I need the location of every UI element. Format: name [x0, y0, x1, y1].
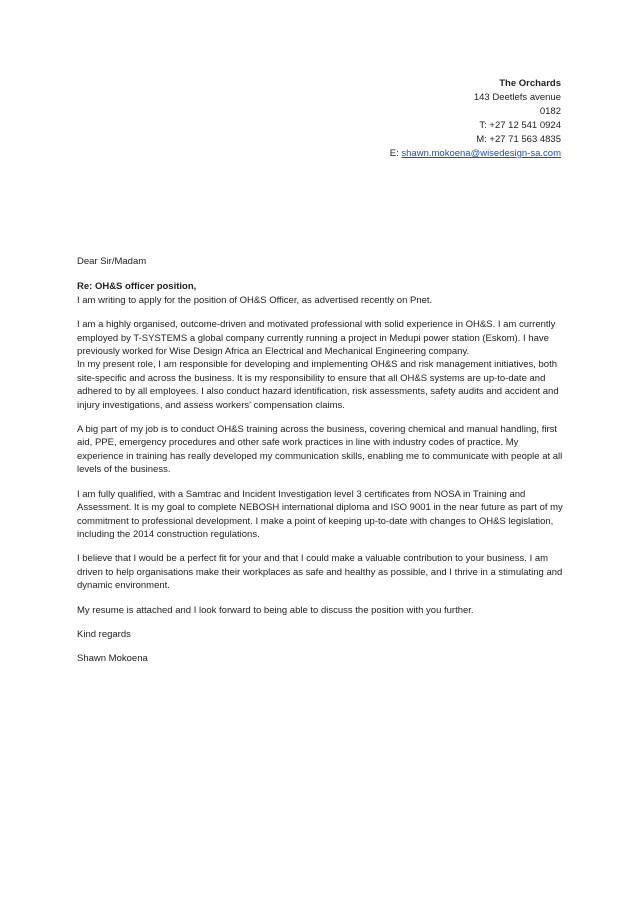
- closing: Kind regards: [77, 628, 131, 640]
- email-link[interactable]: shawn.mokoena@wisedesign-sa.com: [401, 148, 561, 159]
- email-prefix: E:: [389, 148, 402, 159]
- sender-postcode: 0182: [539, 106, 561, 117]
- sender-street: 143 Deetlefs avenue: [473, 92, 561, 103]
- sender-address: [390, 77, 561, 161]
- subject-line: Re: OH&S officer position,: [77, 281, 197, 293]
- qualifications-paragraph: I am fully qualified, with a Samtrac and Incident Investigation level 3 certificates from NOSA in Training and Assessment. It is my goal to complete NEBOSH international diploma and ISO 9001 in the near future as part of my commitment to professional development. I make a point of keeping up-to-date with changes to OH&S legislation, including the 2014 construction regulations.: [77, 488, 563, 540]
- fit-paragraph: I believe that I would be a perfect fit for your and that I could make a valuable contribution to your business. I am driven to help organisations make their workplaces as safe and healthy as possible, and I thrive in a stimulating and dynamic environment.: [77, 553, 563, 592]
- training-paragraph: A big part of my job is to conduct OH&S training across the business, covering chemical and manual handling, first aid, PPE, emergency procedures and other safe work practices in line with industry codes of practice. My experience in training has really developed my communication skills, enabling me to communicate with people at all levels of the business.: [77, 424, 563, 476]
- signature: Shawn Mokoena: [77, 653, 148, 665]
- letter-body: [77, 255, 567, 677]
- current-role-paragraph: In my present role, I am responsible for developing and implementing OH&S and risk management initiatives, both site-specific and across the business. It is my responsibility to ensure that all OH&S systems are up-to-date and adhered to by all employees. I also conduct hazard identification, risk assessments, safety audits and accident and injury investigations, and assess workers' compensation claims.: [77, 359, 559, 411]
- sender-telephone: T: +27 12 541 0924: [479, 120, 561, 131]
- sender-mobile: M: +27 71 563 4835: [476, 134, 561, 145]
- sender-name: The Orchards: [499, 78, 561, 89]
- salutation: Dear Sir/Madam: [77, 256, 147, 267]
- sender-email-line: [390, 147, 561, 161]
- resume-paragraph: My resume is attached and I look forward to being able to discuss the position with you further.: [77, 604, 474, 616]
- intro-paragraph: I am writing to apply for the position of OH&S Officer, as advertised recently on Pnet.: [77, 294, 433, 306]
- experience-paragraph: I am a highly organised, outcome-driven and motivated professional with solid experience in OH&S. I am currently employed by T-SYSTEMS a global company currently running a project in Medupi power station (Eskom). I have previously worked for Wise Design Africa an Electrical and Mechanical Engineering company.: [77, 319, 556, 358]
